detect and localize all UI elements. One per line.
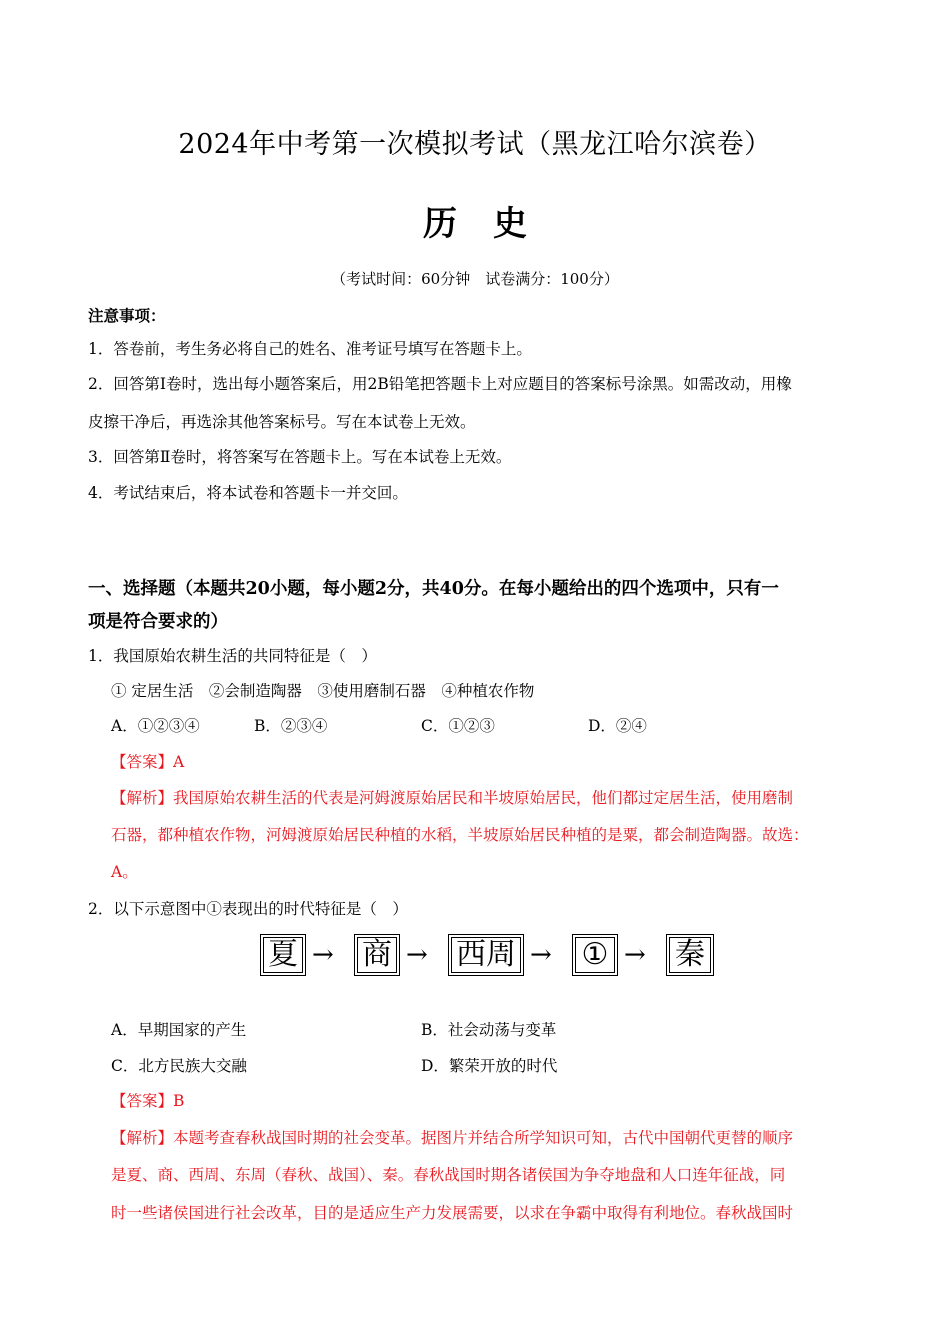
notice-item: 3．回答第Ⅱ卷时，将答案写在答题卡上。写在本试卷上无效。 — [88, 448, 512, 466]
q2-analysis-line: 时一些诸侯国进行社会改革，目的是适应生产力发展需要，以求在争霸中取得有利地位。春秋战国时 — [111, 1204, 794, 1222]
q1-answer — [111, 750, 184, 772]
q1-option-d: D．②④ — [588, 717, 647, 735]
q1-stem: 1．我国原始农耕生活的共同特征是（ ） — [88, 647, 377, 665]
q2-answer — [111, 1089, 184, 1111]
dynasty-flow-diagram — [258, 928, 718, 984]
q2-option-c: C．北方民族大交融 — [111, 1057, 247, 1075]
subject-title: 历史 — [423, 204, 563, 244]
flow-box-shang: 商 — [354, 934, 400, 976]
notice-heading: 注意事项： — [88, 306, 166, 325]
flow-box-qin: 秦 — [666, 934, 714, 976]
notice-item: 1．答卷前，考生务必将自己的姓名、准考证号填写在答题卡上。 — [88, 340, 532, 358]
answer-tag: 【答案】 — [111, 1092, 174, 1110]
q2-stem: 2．以下示意图中①表现出的时代特征是（ ） — [88, 900, 408, 918]
flow-arrow: → — [312, 940, 334, 970]
q1-option-a: A．①②③④ — [111, 717, 200, 735]
flow-box-western-zhou: 西周 — [448, 934, 524, 976]
q1-analysis-line: 石器，都种植农作物，河姆渡原始居民种植的水稻，半坡原始居民种植的是粟，都会制造陶器。故选： — [111, 826, 809, 844]
section-heading-cont: 项是符合要求的） — [88, 612, 228, 632]
flow-arrow: → — [530, 940, 552, 970]
answer-tag: 【答案】 — [111, 753, 174, 771]
notice-item: 4．考试结束后，将本试卷和答题卡一并交回。 — [88, 484, 408, 502]
flow-box-xia: 夏 — [260, 934, 306, 976]
answer-value: A — [173, 753, 185, 771]
analysis-tag: 【解析】 — [111, 1129, 174, 1147]
q1-statements: ① 定居生活 ②会制造陶器 ③使用磨制石器 ④种植农作物 — [111, 682, 535, 700]
flow-arrow: → — [406, 940, 428, 970]
page-title: 2024年中考第一次模拟考试（黑龙江哈尔滨卷） — [178, 129, 772, 160]
q1-option-b: B．②③④ — [254, 717, 328, 735]
q2-analysis-line: 是夏、商、西周、东周（春秋、战国）、秦。春秋战国时期各诸侯国为争夺地盘和人口连年征战，同 — [111, 1166, 786, 1184]
q2-option-b: B．社会动荡与变革 — [421, 1021, 557, 1039]
q1-option-c: C．①②③ — [421, 717, 495, 735]
analysis-text: 我国原始农耕生活的代表是河姆渡原始居民和半坡原始居民，他们都过定居生活，使用磨制 — [173, 789, 794, 807]
notice-item: 2．回答第Ⅰ卷时，选出每小题答案后，用2B铅笔把答题卡上对应题目的答案标号涂黑。如需改动，用橡 — [88, 375, 792, 393]
section-heading: 一、选择题（本题共20小题，每小题2分，共40分。在每小题给出的四个选项中，只有一 — [88, 579, 779, 599]
exam-meta: （考试时间：60分钟 试卷满分：100分） — [331, 270, 619, 288]
analysis-text: 本题考查春秋战国时期的社会变革。据图片并结合所学知识可知，古代中国朝代更替的顺序 — [173, 1129, 794, 1147]
q2-option-a: A．早期国家的产生 — [111, 1021, 247, 1039]
q2-option-d: D．繁荣开放的时代 — [421, 1057, 558, 1075]
q2-analysis-line — [111, 1126, 793, 1148]
notice-item: 皮擦干净后，再选涂其他答案标号。写在本试卷上无效。 — [88, 413, 476, 431]
q1-analysis-line — [111, 786, 793, 808]
flow-box-unknown: ① — [572, 934, 618, 976]
q1-analysis-line: A。 — [111, 863, 138, 881]
answer-value: B — [173, 1092, 185, 1110]
flow-arrow: → — [624, 940, 646, 970]
analysis-tag: 【解析】 — [111, 789, 174, 807]
